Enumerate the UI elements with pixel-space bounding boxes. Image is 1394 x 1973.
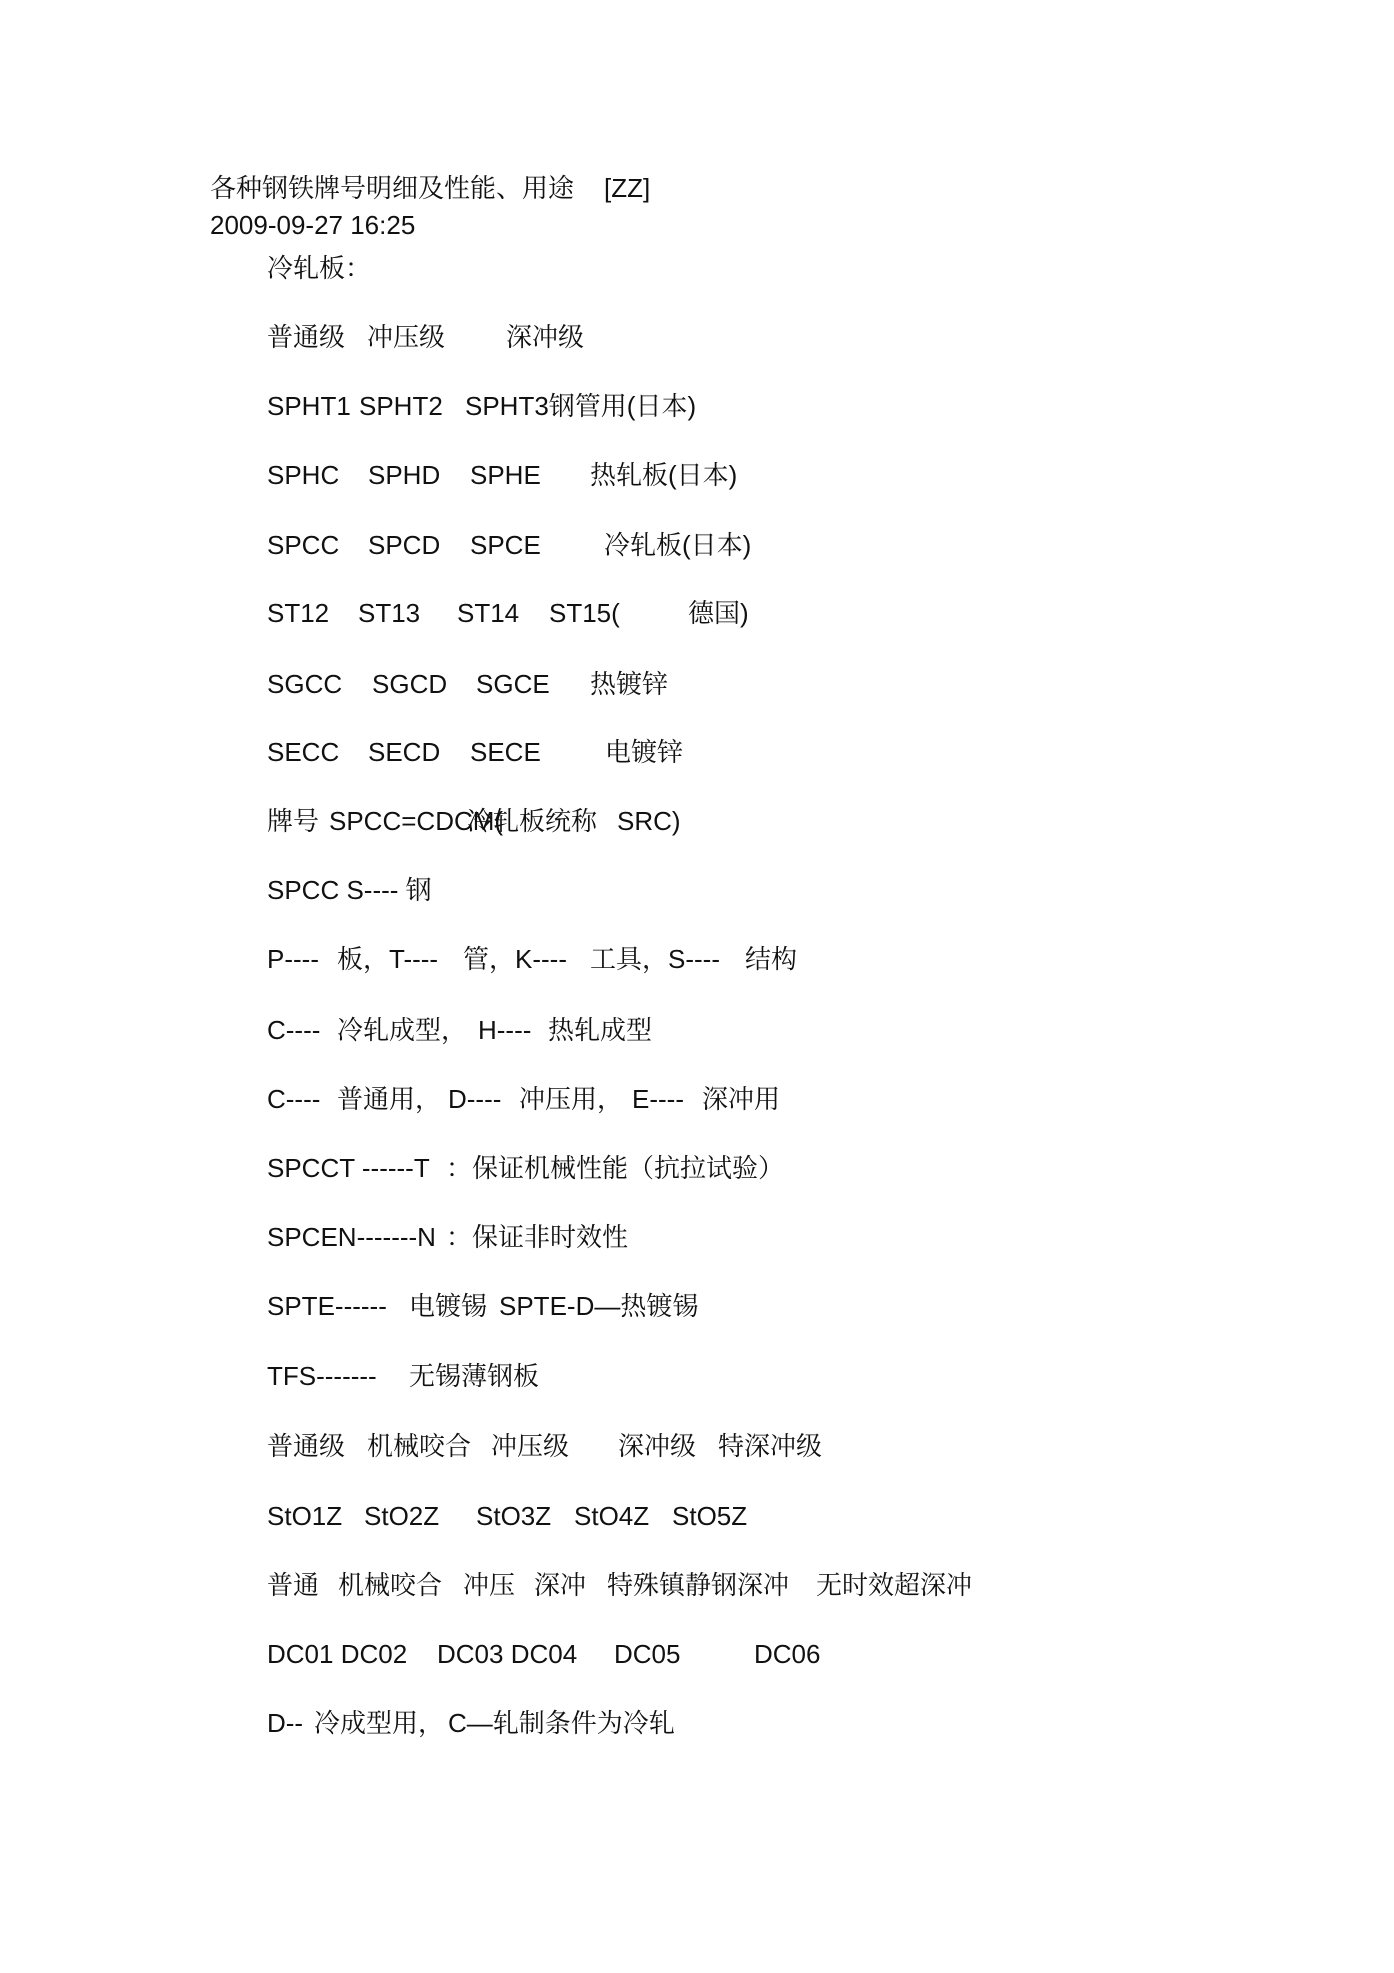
text-segment: 普通级 xyxy=(267,1431,346,1461)
text-segment: StO4Z xyxy=(574,1501,650,1531)
text-segment: ST14 xyxy=(457,598,520,628)
text-line xyxy=(0,1361,1394,1391)
text-segment: 电镀锡 xyxy=(409,1291,488,1321)
text-segment: D-- xyxy=(267,1708,304,1738)
text-line xyxy=(0,1570,1394,1600)
text-segment: ST13 xyxy=(358,598,421,628)
text-segment: 牌号 xyxy=(267,806,320,836)
text-segment: 冲压级 xyxy=(367,322,446,352)
text-segment: 热轧板(日本) xyxy=(590,460,738,490)
text-segment: 冷成型用， xyxy=(314,1708,445,1738)
text-segment: SGCE xyxy=(476,669,550,699)
text-segment: D---- xyxy=(448,1084,502,1114)
text-segment: ：保证机械性能（抗拉试验） xyxy=(446,1153,785,1183)
text-segment: SPCE xyxy=(470,530,541,560)
text-line xyxy=(0,598,1394,628)
post-date xyxy=(0,210,1394,240)
text-segment: 德国) xyxy=(688,598,749,628)
text-segment: SPTE------ xyxy=(267,1291,387,1321)
text-segment: 深冲 xyxy=(534,1570,587,1600)
text-segment: SPCC xyxy=(267,530,340,560)
text-segment: StO3Z xyxy=(476,1501,552,1531)
text-line xyxy=(0,1291,1394,1321)
text-line xyxy=(0,875,1394,905)
text-segment: C—轧制条件为冷轧 xyxy=(448,1708,675,1738)
text-line xyxy=(0,1708,1394,1738)
text-segment: 工具，S---- xyxy=(590,944,720,974)
text-segment: SPHT3钢管用(日本) xyxy=(465,391,697,421)
text-segment: 无锡薄钢板 xyxy=(409,1361,540,1391)
text-segment: 普通 xyxy=(267,1570,320,1600)
text-segment: DC05 xyxy=(614,1639,681,1669)
text-segment: StO2Z xyxy=(364,1501,440,1531)
text-line xyxy=(0,460,1394,490)
text-segment: TFS------- xyxy=(267,1361,377,1391)
text-segment: 深冲级 xyxy=(618,1431,697,1461)
text-line xyxy=(0,391,1394,421)
text-segment: 机械咬合 xyxy=(367,1431,472,1461)
text-segment: 特殊镇静钢深冲 xyxy=(607,1570,790,1600)
text-segment: SPCC S---- 钢 xyxy=(267,875,432,905)
text-segment: 结构 xyxy=(745,944,798,974)
text-segment: 普通级 xyxy=(267,322,346,352)
text-line xyxy=(0,1153,1394,1183)
text-segment: 普通用， xyxy=(337,1084,442,1114)
text-segment: DC01 DC02 xyxy=(267,1639,408,1669)
text-segment: C---- xyxy=(267,1084,321,1114)
text-segment: SECD xyxy=(368,737,441,767)
text-line xyxy=(0,806,1394,836)
text-line xyxy=(0,1084,1394,1114)
text-segment: SPCC=CDCM( xyxy=(329,806,504,836)
text-segment: 冷轧成型， xyxy=(337,1015,468,1045)
text-segment: SRC) xyxy=(617,806,681,836)
text-segment: C---- xyxy=(267,1015,321,1045)
text-segment: 管，K---- xyxy=(463,944,567,974)
text-segment: SGCD xyxy=(372,669,448,699)
text-segment: 冷轧板统称 xyxy=(467,806,598,836)
text-line xyxy=(0,530,1394,560)
text-segment: StO1Z xyxy=(267,1501,343,1531)
text-line xyxy=(0,253,1394,283)
text-segment: 深冲用 xyxy=(702,1084,781,1114)
text-segment: SPTE-D—热镀锡 xyxy=(499,1291,699,1321)
text-segment: SPCD xyxy=(368,530,441,560)
text-segment: SPHC xyxy=(267,460,340,490)
text-segment: ST12 xyxy=(267,598,330,628)
post-date-text: 2009-09-27 16:25 xyxy=(210,210,416,240)
text-segment: 热轧成型 xyxy=(548,1015,653,1045)
text-segment: ：保证非时效性 xyxy=(446,1222,629,1252)
text-segment: StO5Z xyxy=(672,1501,748,1531)
title-tag: [ZZ] xyxy=(604,173,651,203)
text-segment: 冲压 xyxy=(463,1570,516,1600)
text-line xyxy=(0,322,1394,352)
text-segment: SPHT2 xyxy=(359,391,443,421)
text-segment: 热镀锌 xyxy=(590,669,669,699)
text-segment: E---- xyxy=(632,1084,684,1114)
title-text: 各种钢铁牌号明细及性能、用途 xyxy=(210,173,575,203)
text-segment: 冷轧板： xyxy=(267,253,372,283)
text-segment: SPHE xyxy=(470,460,541,490)
text-segment: 冲压级 xyxy=(491,1431,570,1461)
text-line xyxy=(0,1431,1394,1461)
text-segment: DC03 DC04 xyxy=(437,1639,578,1669)
text-line xyxy=(0,669,1394,699)
text-segment: SPHD xyxy=(368,460,441,490)
text-line xyxy=(0,1222,1394,1252)
text-segment: SGCC xyxy=(267,669,343,699)
text-line xyxy=(0,1501,1394,1531)
text-segment: P---- xyxy=(267,944,319,974)
text-segment: 板，T---- xyxy=(337,944,439,974)
text-segment: DC06 xyxy=(754,1639,821,1669)
text-segment: 无时效超深冲 xyxy=(816,1570,973,1600)
text-segment: 特深冲级 xyxy=(718,1431,823,1461)
text-line xyxy=(0,737,1394,767)
text-segment: ST15( xyxy=(549,598,620,628)
document-title xyxy=(0,173,1394,203)
text-segment: SECE xyxy=(470,737,541,767)
text-segment: SECC xyxy=(267,737,340,767)
text-segment: 机械咬合 xyxy=(338,1570,443,1600)
text-segment: 冷轧板(日本) xyxy=(604,530,752,560)
text-segment: H---- xyxy=(478,1015,532,1045)
text-segment: 深冲级 xyxy=(506,322,585,352)
text-segment: SPCCT ------T xyxy=(267,1153,430,1183)
text-line xyxy=(0,944,1394,974)
text-segment: SPCEN-------N xyxy=(267,1222,436,1252)
text-segment: 冲压用， xyxy=(519,1084,624,1114)
text-line xyxy=(0,1015,1394,1045)
text-line xyxy=(0,1639,1394,1669)
text-segment: SPHT1 xyxy=(267,391,351,421)
text-segment: 电镀锌 xyxy=(605,737,684,767)
